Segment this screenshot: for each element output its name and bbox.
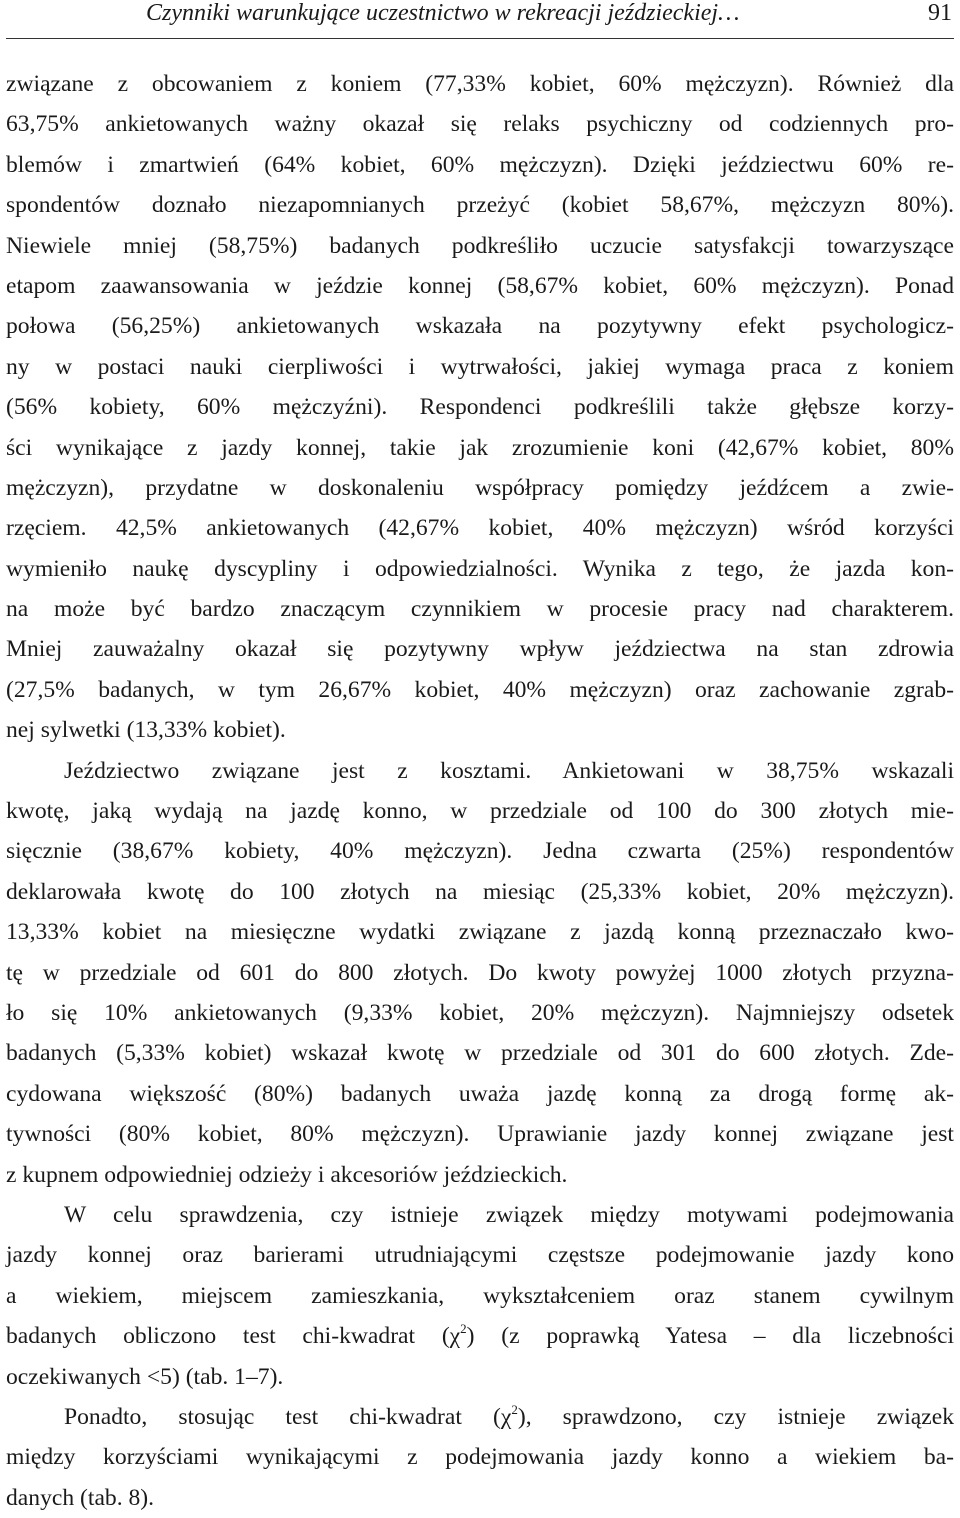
- page-number: 91: [928, 0, 952, 26]
- chi-exponent: 2: [460, 1321, 467, 1337]
- text-line: deklarowała kwotę do 100 złotych na miesiąc (25,33% kobiet, 20% mężczyzn).: [6, 878, 954, 905]
- paragraph-2: [6, 751, 954, 1195]
- text-line: rzęciem. 42,5% ankietowanych (42,67% kobiet, 40% mężczyzn) wśród korzyści: [6, 515, 954, 542]
- text-line: Mniej zauważalny okazał się pozytywny wpływ jeździectwa na stan zdrowia: [6, 636, 954, 663]
- text-line: danych (tab. 8).: [6, 1484, 155, 1511]
- text-line: kwotę, jaką wydają na jazdę konno, w przedziale od 100 do 300 złotych mie-: [6, 798, 954, 825]
- text-line: (56% kobiety, 60% mężczyźni). Respondenci podkreślili także głębsze korzy-: [6, 394, 954, 421]
- chi-line-after: ) (z poprawką Yatesa – dla liczebności: [466, 1323, 954, 1350]
- text-line: a wiekiem, miejscem zamieszkania, wykształceniem oraz stanem cywilnym: [6, 1282, 954, 1309]
- text-line: połowa (56,25%) ankietowanych wskazała na pozytywny efekt psychologicz-: [6, 313, 954, 340]
- text-line: tę w przedziale od 601 do 800 złotych. Do kwoty powyżej 1000 złotych przyzna-: [6, 959, 954, 986]
- text-line: wymieniło naukę dyscypliny i odpowiedzialności. Wynika z tego, że jazda kon-: [6, 555, 954, 582]
- chi-exponent: 2: [511, 1401, 518, 1417]
- chi-square-line: [6, 1397, 954, 1437]
- text-line: cydowana większość (80%) badanych uważa jazdę konną za drogą formę ak-: [6, 1080, 954, 1107]
- running-header: [6, 0, 954, 39]
- text-line: na może być bardzo znaczącym czynnikiem w procesie pracy nad charakterem.: [6, 596, 954, 623]
- text-line: sięcznie (38,67% kobiety, 40% mężczyzn). Jedna czwarta (25%) respondentów: [6, 838, 954, 865]
- text-line: 63,75% ankietowanych ważny okazał się relaks psychiczny od codziennych pro-: [6, 111, 954, 138]
- chi-line-before: Ponadto, stosując test chi-kwadrat (χ: [64, 1403, 512, 1430]
- text-line: tywności (80% kobiet, 80% mężczyzn). Uprawianie jazdy konnej związane jest: [6, 1121, 954, 1148]
- text-line: między korzyściami wynikającymi z podejmowania jazdy konno a wiekiem ba-: [6, 1444, 954, 1471]
- text-line: (27,5% badanych, w tym 26,67% kobiet, 40% mężczyzn) oraz zachowanie zgrab-: [6, 676, 954, 703]
- paragraph-1: [6, 64, 954, 751]
- body-text: [6, 64, 954, 1518]
- chi-line-after: ), sprawdzono, czy istnieje związek: [517, 1403, 954, 1430]
- paragraph-3: [6, 1195, 954, 1397]
- chi-line-before: badanych obliczono test chi-kwadrat (χ: [6, 1323, 461, 1350]
- chi-square-line: [6, 1316, 954, 1356]
- text-line: nej sylwetki (13,33% kobiet).: [6, 717, 286, 744]
- text-line: związane z obcowaniem z koniem (77,33% kobiet, 60% mężczyzn). Również dla: [6, 71, 954, 97]
- text-line: etapom zaawansowania w jeździe konnej (58,67% kobiet, 60% mężczyzn). Ponad: [6, 272, 954, 299]
- text-line: mężczyzn), przydatne w doskonaleniu współpracy pomiędzy jeźdźcem a zwie-: [6, 474, 954, 501]
- paragraph-4: [6, 1397, 954, 1518]
- text-line: badanych (5,33% kobiet) wskazał kwotę w przedziale od 301 do 600 złotych. Zde-: [6, 1040, 954, 1067]
- running-title: Czynniki warunkujące uczestnictwo w rekreacji jeździeckiej…: [146, 0, 740, 26]
- text-line: oczekiwanych <5) (tab. 1–7).: [6, 1363, 284, 1390]
- text-line: z kupnem odpowiedniej odzieży i akcesoriów jeździeckich.: [6, 1161, 568, 1188]
- text-line: Niewiele mniej (58,75%) badanych podkreśliło uczucie satysfakcji towarzyszące: [6, 232, 954, 259]
- text-line: W celu sprawdzenia, czy istnieje związek między motywami podejmowania: [64, 1201, 954, 1228]
- text-line: ło się 10% ankietowanych (9,33% kobiet, 20% mężczyzn). Najmniejszy odsetek: [6, 999, 954, 1026]
- text-line: spondentów doznało niezapomnianych przeżyć (kobiet 58,67%, mężczyzn 80%).: [6, 192, 954, 219]
- text-line: jazdy konnej oraz barierami utrudniającymi częstsze podejmowanie jazdy kono: [6, 1242, 954, 1269]
- text-line: ści wynikające z jazdy konnej, takie jak zrozumienie koni (42,67% kobiet, 80%: [6, 434, 954, 461]
- text-line: blemów i zmartwień (64% kobiet, 60% mężczyzn). Dzięki jeździectwu 60% re-: [6, 151, 954, 178]
- text-line: Jeździectwo związane jest z kosztami. Ankietowani w 38,75% wskazali: [64, 757, 954, 784]
- text-line: 13,33% kobiet na miesięczne wydatki związane z jazdą konną przeznaczało kwo-: [6, 919, 954, 946]
- text-line: ny w postaci nauki cierpliwości i wytrwałości, jakiej wymaga praca z koniem: [6, 353, 954, 380]
